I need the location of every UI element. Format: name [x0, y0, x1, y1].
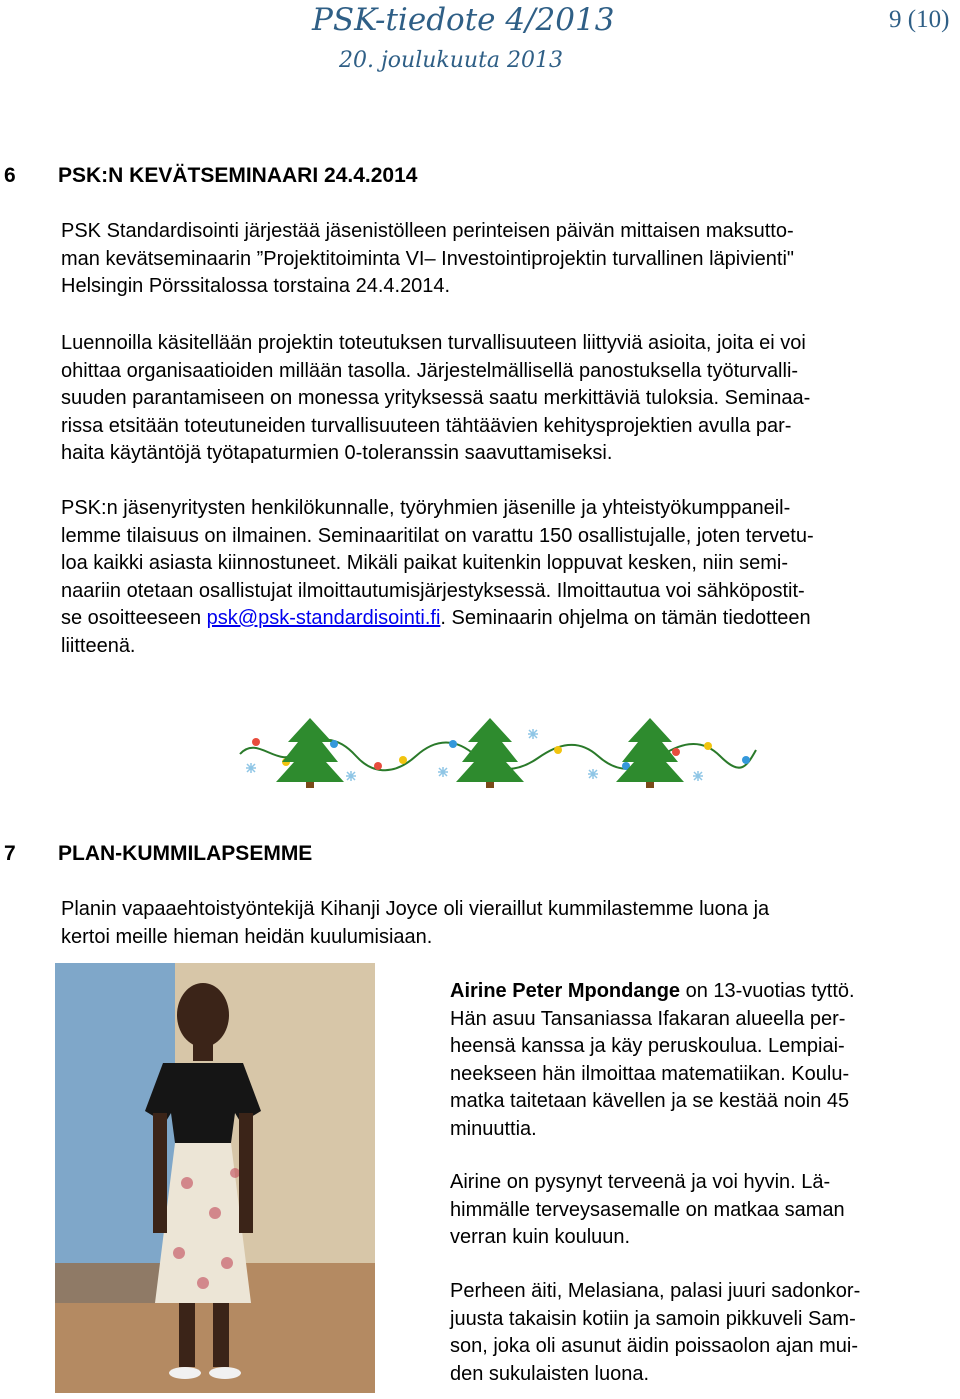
text-line: PSK:n jäsenyritysten henkilökunnalle, työryhmien jäsenille ja yhteistyökumppaneil- — [61, 497, 791, 519]
text-line: matka taitetaan kävellen ja se kestää noin 45 — [450, 1090, 850, 1112]
text-line: neekseen hän ilmoittaa matematiikan. Koulu- — [450, 1062, 850, 1085]
snowflake-icon — [588, 769, 598, 779]
text-line — [450, 978, 855, 1006]
snowflake-icon — [346, 771, 356, 781]
text-line — [61, 605, 814, 633]
section-6-paragraph-1 — [61, 218, 794, 301]
text-line: man kevätseminaarin ”Projektitoiminta VI– Investointiprojektin turvallinen läpivienti" — [61, 247, 794, 270]
section-6-heading — [4, 164, 417, 188]
document-title: PSK-tiedote 4/2013 — [312, 2, 615, 38]
text-line: suuden parantamiseen on monessa yrityksessä saatu merkittäviä tuloksia. Seminaa- — [61, 387, 811, 409]
text-line: loa kaikki asiasta kiinnostuneet. Mikäli paikat kuitenkin loppuvat kesken, niin semi- — [61, 552, 789, 574]
child-name: Airine Peter Mpondange — [450, 980, 681, 1002]
section-7-intro — [61, 896, 769, 951]
text-line: naariin otetaan osallistujat ilmoittautumisjärjestyksessä. Ilmoittautua voi sähköpostit- — [61, 579, 805, 602]
section-title: PLAN-KUMMILAPSEMME — [58, 842, 313, 865]
text-line: rissa etsitään toteutuneiden turvallisuuteen tähtäävien kehitysprojektien avulla par- — [61, 414, 792, 437]
text-line: Hän asuu Tansaniassa Ifakaran alueella per- — [450, 1007, 846, 1030]
child-paragraph-2 — [450, 1169, 845, 1252]
text-line: verran kuin kouluun. — [450, 1226, 631, 1248]
child-photo — [55, 963, 375, 1393]
text-line: himmälle terveysasemalle on matkaa saman — [450, 1198, 845, 1221]
text-fragment: on 13-vuotias tyttö. — [680, 980, 855, 1002]
text-line: kertoi meille hieman heidän kuulumisiaan. — [61, 925, 433, 948]
text-line: juusta takaisin kotiin ja samoin pikkuveli Sam- — [450, 1307, 856, 1330]
section-6-paragraph-3 — [61, 495, 814, 660]
section-6-paragraph-2 — [61, 330, 810, 468]
text-line: heensä kanssa ja käy peruskoulua. Lempiai- — [450, 1035, 845, 1057]
text-line: Helsingin Pörssitalossa torstaina 24.4.2014. — [61, 275, 451, 297]
email-link[interactable]: psk@psk-standardisointi.fi — [206, 607, 441, 629]
christmas-decoration — [238, 716, 758, 788]
snowflake-icon — [528, 729, 538, 739]
page-number: 9 (10) — [889, 6, 950, 33]
section-number: 7 — [4, 842, 16, 865]
section-title: PSK:N KEVÄTSEMINAARI 24.4.2014 — [58, 164, 418, 187]
text-fragment: . Seminaarin ohjelma on tämän tiedotteen — [440, 607, 811, 629]
text-line: lemme tilaisuus on ilmainen. Seminaaritilat on varattu 150 osallistujalle, joten tervetu- — [61, 524, 814, 547]
text-line: Perheen äiti, Melasiana, palasi juuri sadonkor- — [450, 1280, 861, 1302]
text-line: Planin vapaaehtoistyöntekijä Kihanji Joyce oli vieraillut kummilastemme luona ja — [61, 898, 770, 920]
text-line: minuuttia. — [450, 1117, 537, 1140]
child-paragraph-1 — [450, 978, 855, 1143]
text-line: liitteenä. — [61, 634, 136, 657]
text-fragment: se osoitteeseen — [61, 607, 207, 629]
child-paragraph-3 — [450, 1278, 860, 1388]
christmas-tree-icon — [456, 718, 524, 788]
text-line: haita käytäntöjä työtapaturmien 0-toleranssin saavuttamiseksi. — [61, 442, 613, 464]
section-7-heading — [4, 842, 312, 866]
snowflake-icon — [246, 763, 256, 773]
document-date: 20. joulukuuta 2013 — [339, 48, 564, 73]
text-line: Luennoilla käsitellään projektin toteutuksen turvallisuuteen liittyviä asioita, joita ei voi — [61, 332, 806, 354]
christmas-tree-icon — [276, 718, 344, 788]
snowflake-icon — [438, 767, 448, 777]
text-line: den sukulaisten luona. — [450, 1362, 650, 1385]
section-number: 6 — [4, 164, 16, 187]
text-line: PSK Standardisointi järjestää jäsenistölleen perinteisen päivän mittaisen maksutto- — [61, 220, 794, 242]
text-line: Airine on pysynyt terveenä ja voi hyvin. Lä- — [450, 1171, 831, 1193]
text-line: ohittaa organisaatioiden millään tasolla. Järjestelmällisellä panostuksella työturvalli- — [61, 359, 799, 382]
snowflake-icon — [693, 771, 703, 781]
text-line: son, joka oli asunut äidin poissaolon ajan mui- — [450, 1335, 859, 1357]
